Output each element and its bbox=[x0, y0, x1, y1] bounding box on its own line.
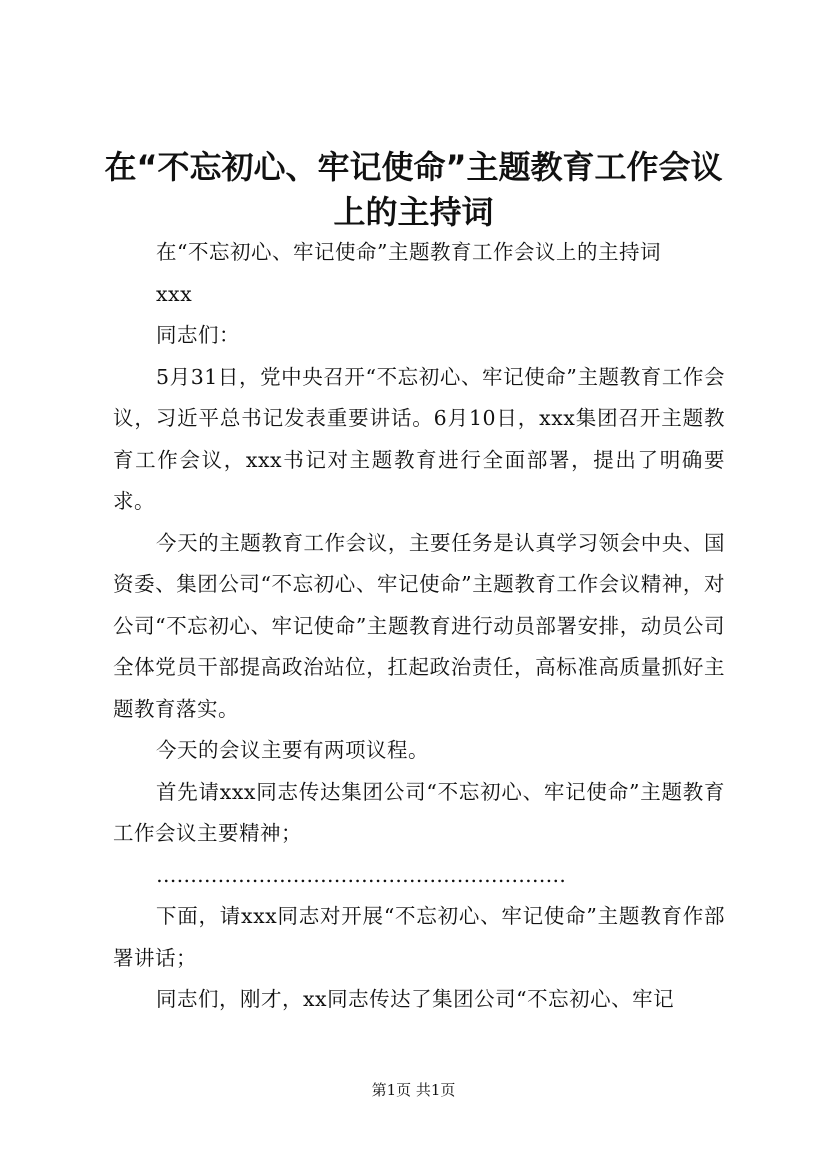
document-body bbox=[113, 232, 725, 1021]
title-line-2: 上的主持词 bbox=[333, 193, 494, 231]
body-paragraph: 5月31日，党中央召开“不忘初心、牢记使命”主题教育工作会议，习近平总书记发表重要讲话。6月10日，xxx集团召开主题教育工作会议，xxx书记对主题教育进行全面部署，提出了明确要求。 bbox=[113, 364, 725, 513]
body-paragraph: 今天的会议主要有两项议程。 bbox=[156, 738, 429, 762]
body-paragraph: 首先请xxx同志传达集团公司“不忘初心、牢记使命”主题教育工作会议主要精神； bbox=[113, 779, 725, 845]
body-paragraph: 下面，请xxx同志对开展“不忘初心、牢记使命”主题教育作部署讲话； bbox=[113, 904, 725, 970]
document-title bbox=[100, 145, 727, 235]
body-paragraph: 同志们，刚才，xx同志传达了集团公司“不忘初心、牢记 bbox=[156, 987, 675, 1011]
ellipsis-paragraph: …………………………………………………… bbox=[156, 862, 566, 887]
author-paragraph: xxx bbox=[156, 281, 193, 306]
salutation-paragraph: 同志们： bbox=[156, 323, 240, 347]
title-line-1: 在“不忘初心、牢记使命”主题教育工作会议 bbox=[104, 148, 723, 186]
subtitle-paragraph: 在“不忘初心、牢记使命”主题教育工作会议上的主持词 bbox=[156, 240, 661, 264]
page-footer: 第1页 共1页 bbox=[371, 1081, 456, 1099]
body-paragraph: 今天的主题教育工作会议，主要任务是认真学习领会中央、国资委、集团公司“不忘初心、牢记使命”主题教育工作会议精神，对公司“不忘初心、牢记使命”主题教育进行动员部署安排，动员公司全体党员干部提高政治站位，扛起政治责任，高标准高质量抓好主题教育落实。 bbox=[113, 530, 725, 721]
